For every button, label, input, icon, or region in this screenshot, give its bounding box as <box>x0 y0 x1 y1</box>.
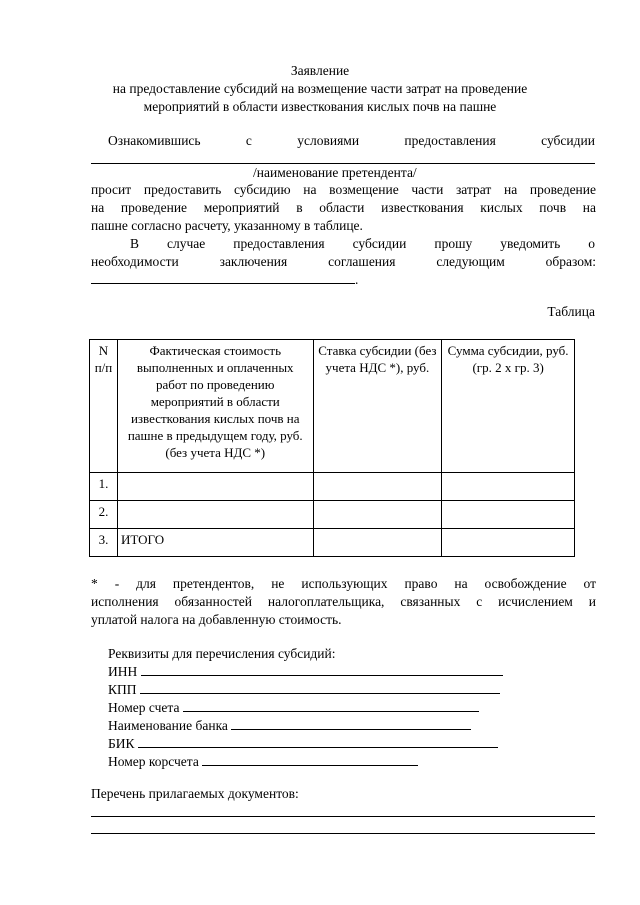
notify-method-field[interactable] <box>91 270 358 288</box>
requisite-label: Номер счета <box>108 700 180 715</box>
request-line-1: просит предоставить субсидию на возмещение части затрат на проведение <box>91 182 596 197</box>
documents-line-2[interactable] <box>91 833 595 834</box>
requisite-inn <box>108 662 503 680</box>
requisite-label: Номер корсчета <box>108 754 199 769</box>
notify-end: . <box>355 272 359 287</box>
documents-line-1[interactable] <box>91 816 595 817</box>
requisites-heading: Реквизиты для перечисления субсидий: <box>108 646 336 661</box>
table-row <box>90 529 575 557</box>
row-number-cell: 3. <box>90 529 118 557</box>
requisite-label: КПП <box>108 682 137 697</box>
request-line-3: пашне согласно расчету, указанному в таблице. <box>91 218 363 233</box>
subsidy-table <box>89 339 575 557</box>
corr-account-field[interactable] <box>202 752 418 766</box>
header-cell: Сумма субсидии, руб. (гр. 2 x гр. 3) <box>442 340 575 473</box>
account-number-field[interactable] <box>183 698 479 712</box>
requisite-account <box>108 698 479 716</box>
notify-line-2: необходимости заключения соглашения следующим образом: <box>91 254 596 269</box>
rate-cell[interactable] <box>313 473 442 501</box>
header-cell: N п/п <box>90 340 118 473</box>
applicant-caption: /наименование претендента/ <box>253 165 417 180</box>
requisite-kpp <box>108 680 500 698</box>
requisite-label: ИНН <box>108 664 138 679</box>
requisite-label: Наименование банка <box>108 718 228 733</box>
bank-name-field[interactable] <box>231 716 471 730</box>
cost-cell[interactable] <box>117 501 313 529</box>
table-row <box>90 473 575 501</box>
intro-word: Ознакомившись <box>108 133 201 148</box>
requisite-bank <box>108 716 471 734</box>
header-cell: Ставка субсидии (без учета НДС *), руб. <box>313 340 442 473</box>
rate-cell[interactable] <box>313 529 442 557</box>
document-subtitle-line-2: мероприятий в области известкования кислых почв на пашне <box>143 99 497 114</box>
requisite-label: БИК <box>108 736 135 751</box>
kpp-field[interactable] <box>140 680 500 694</box>
footnote-line-2: исполнения обязанностей налогоплательщика, связанных с исчислением и <box>91 594 596 609</box>
total-label-cell: ИТОГО <box>117 529 313 557</box>
intro-word: субсидии <box>541 133 595 148</box>
requisite-corr-account <box>108 752 418 770</box>
footnote-line-1: * - для претендентов, не использующих право на освобождение от <box>91 576 596 591</box>
notify-line-1: В случае предоставления субсидии прошу уведомить о <box>130 236 595 251</box>
footnote-line-3: уплатой налога на добавленную стоимость. <box>91 612 342 627</box>
requisite-bik <box>108 734 498 752</box>
rate-cell[interactable] <box>313 501 442 529</box>
header-cell: Фактическая стоимость выполненных и оплаченных работ по проведению мероприятий в области известкования кислых почв на пашне в предыдущем году, руб. (без учета НДС *) <box>117 340 313 473</box>
intro-word: предоставления <box>404 133 496 148</box>
amount-cell[interactable] <box>442 529 575 557</box>
amount-cell[interactable] <box>442 501 575 529</box>
document-subtitle-line-1: на предоставление субсидий на возмещение части затрат на проведение <box>112 81 528 96</box>
notify-method-line[interactable] <box>91 270 355 284</box>
table-caption: Таблица <box>547 304 595 319</box>
intro-word: с <box>245 133 252 148</box>
intro-line <box>108 133 595 149</box>
table-row <box>90 501 575 529</box>
row-number-cell: 2. <box>90 501 118 529</box>
intro-word: условиями <box>297 133 360 148</box>
request-line-2: на проведение мероприятий в области известкования кислых почв на <box>91 200 596 215</box>
document-title: Заявление <box>290 63 350 78</box>
cost-cell[interactable] <box>117 473 313 501</box>
inn-field[interactable] <box>141 662 503 676</box>
amount-cell[interactable] <box>442 473 575 501</box>
table-header-row <box>90 340 575 473</box>
row-number-cell: 1. <box>90 473 118 501</box>
bik-field[interactable] <box>138 734 498 748</box>
documents-heading: Перечень прилагаемых документов: <box>91 786 299 801</box>
applicant-name-line[interactable] <box>91 163 595 164</box>
